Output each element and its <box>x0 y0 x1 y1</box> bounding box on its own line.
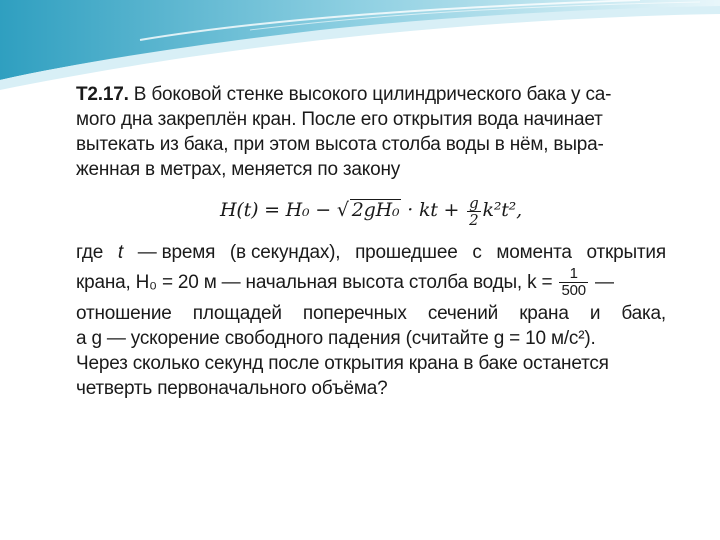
word: открытия <box>586 242 666 263</box>
formula-fraction <box>467 195 480 228</box>
formula <box>76 190 666 230</box>
text-line-7 <box>76 301 666 326</box>
word: отношение <box>76 303 172 324</box>
text-line-6 <box>76 265 666 301</box>
word: — время <box>137 242 216 263</box>
word: прошедшее <box>355 242 458 263</box>
word: момента <box>496 242 572 263</box>
formula-sqrt: 2gH₀ <box>351 199 400 221</box>
intro-line-4: женная в метрах, меняется по закону <box>76 159 401 180</box>
word: поперечных <box>302 303 407 324</box>
text-line-8: а g — ускорение свободного падения (считайте g = 10 м/с²). <box>76 328 596 349</box>
formula-frac-num: g <box>469 193 479 212</box>
formula-lhs: H(t) = H₀ − <box>220 199 337 221</box>
intro-line-3: вытекать из бака, при этом высота столба воды в нём, выра- <box>76 134 604 155</box>
line6-end: — <box>594 272 614 293</box>
text-line-5 <box>76 240 666 265</box>
word: t <box>117 242 123 263</box>
intro-line-1: В боковой стенке высокого цилиндрического бака у са- <box>133 84 612 105</box>
word: с <box>472 242 482 263</box>
formula-frac-den: 2 <box>469 210 479 229</box>
text-line-9: Через сколько секунд после открытия крана в баке останется <box>76 353 609 374</box>
word: площадей <box>192 303 282 324</box>
text-line-10: четверть первоначального объёма? <box>76 378 388 399</box>
formula-tail: k²t², <box>482 199 522 221</box>
k-fraction <box>559 266 587 299</box>
word: (в секундах), <box>229 242 341 263</box>
formula-middle: · kt + <box>401 199 466 221</box>
problem-label: Т2.17. <box>76 84 129 105</box>
problem-text <box>76 82 666 401</box>
line6-start: крана, H₀ = 20 м — начальная высота столба воды, k = <box>76 272 553 293</box>
k-frac-num: 1 <box>559 266 587 283</box>
intro-line-2: мого дна закреплён кран. После его открытия вода начинает <box>76 109 603 130</box>
problem-line-1 <box>76 82 666 107</box>
word: сечений <box>427 303 499 324</box>
header-wave-decoration <box>0 0 720 90</box>
word: крана <box>519 303 569 324</box>
word: бака, <box>621 303 666 324</box>
k-frac-den: 500 <box>561 282 586 300</box>
word: где <box>76 242 104 263</box>
word: и <box>589 303 601 324</box>
sqrt-sign: √ <box>336 199 349 221</box>
